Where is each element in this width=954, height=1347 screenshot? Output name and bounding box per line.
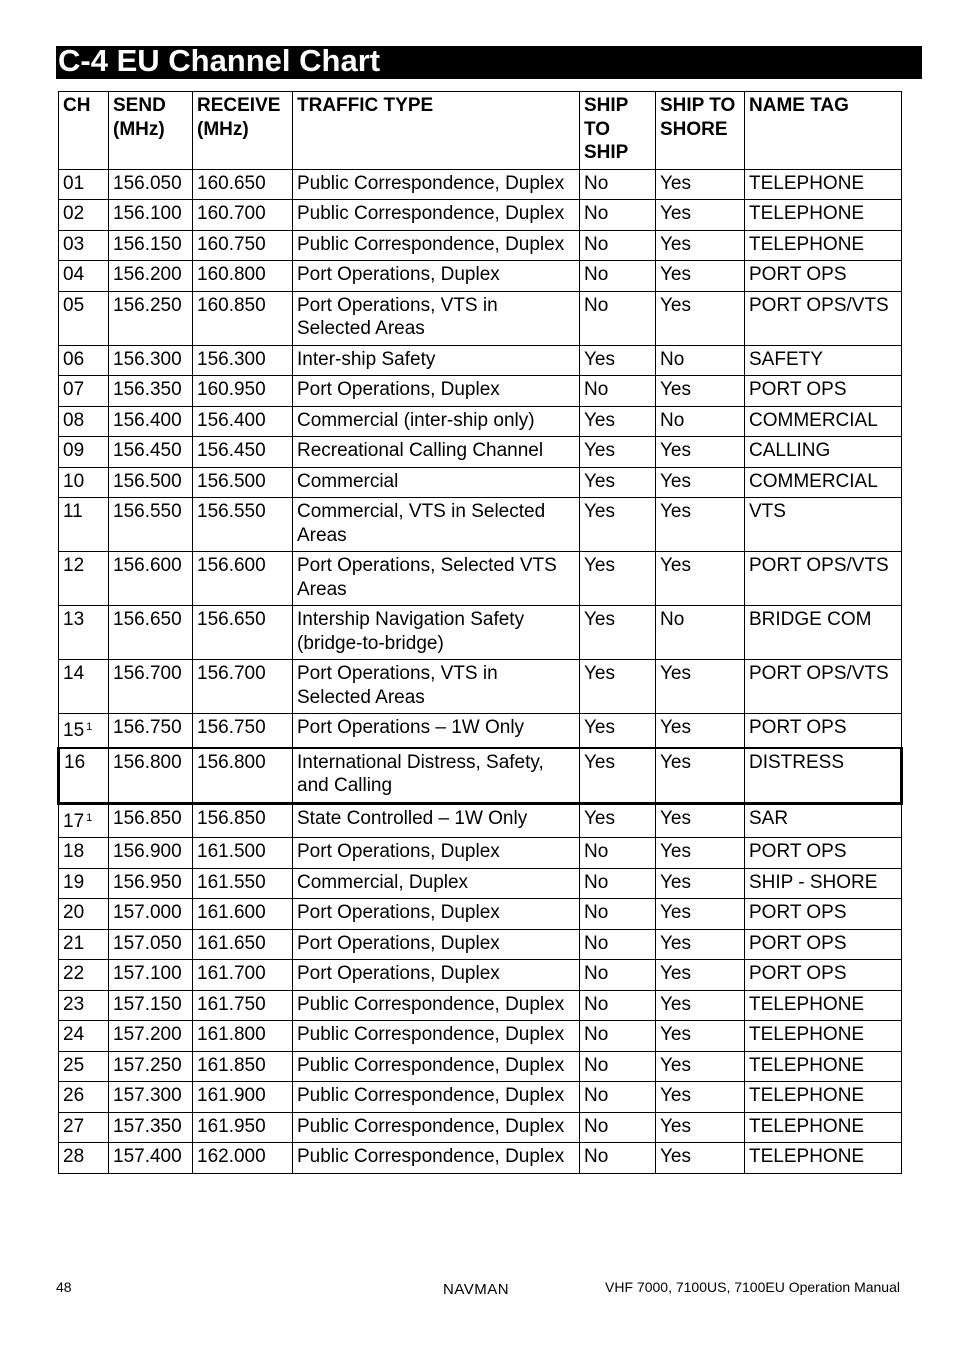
- table-row: [59, 406, 902, 437]
- cell-ship-to-ship: Yes: [580, 467, 656, 498]
- table-row: [59, 552, 902, 606]
- cell-receive: 156.750: [193, 714, 293, 748]
- channel-number: 11: [63, 501, 83, 522]
- cell-ship-to-ship: No: [580, 1051, 656, 1082]
- cell-name-tag: PORT OPS: [745, 929, 902, 960]
- cell-ship-to-shore: No: [656, 606, 745, 660]
- cell-ship-to-ship: No: [580, 1082, 656, 1113]
- table-row: [59, 960, 902, 991]
- cell-name-tag: TELEPHONE: [745, 200, 902, 231]
- table-row: [59, 929, 902, 960]
- table-row: [59, 714, 902, 748]
- cell-name-tag: TELEPHONE: [745, 169, 902, 200]
- footnote-marker: 1: [86, 721, 93, 733]
- cell-ship-to-ship: No: [580, 899, 656, 930]
- cell-ship-to-ship: Yes: [580, 660, 656, 714]
- cell-channel: [59, 376, 109, 407]
- channel-number: 19: [63, 871, 85, 893]
- cell-channel: [59, 1082, 109, 1113]
- cell-receive: 160.750: [193, 230, 293, 261]
- cell-send: 156.350: [109, 376, 193, 407]
- cell-ship-to-shore: Yes: [656, 748, 745, 804]
- table-row: [59, 169, 902, 200]
- cell-receive: 156.450: [193, 437, 293, 468]
- cell-traffic-type: Port Operations, VTS in Selected Areas: [293, 291, 580, 345]
- cell-ship-to-ship: Yes: [580, 803, 656, 838]
- cell-ship-to-ship: No: [580, 230, 656, 261]
- cell-send: 156.050: [109, 169, 193, 200]
- cell-send: 156.650: [109, 606, 193, 660]
- table-row: [59, 261, 902, 292]
- cell-ship-to-shore: Yes: [656, 1112, 745, 1143]
- cell-channel: [59, 261, 109, 292]
- cell-traffic-type: Public Correspondence, Duplex: [293, 230, 580, 261]
- cell-channel: [59, 437, 109, 468]
- cell-ship-to-shore: Yes: [656, 1051, 745, 1082]
- table-header-row: [59, 92, 902, 170]
- cell-ship-to-ship: No: [580, 929, 656, 960]
- footnote-marker: 1: [86, 811, 93, 824]
- table-row: [59, 1112, 902, 1143]
- cell-channel: [59, 1143, 109, 1174]
- cell-ship-to-ship: Yes: [580, 714, 656, 748]
- cell-channel: [59, 467, 109, 498]
- cell-ship-to-ship: Yes: [580, 437, 656, 468]
- cell-ship-to-ship: No: [580, 1021, 656, 1052]
- manual-title: VHF 7000, 7100US, 7100EU Operation Manual: [605, 1279, 900, 1295]
- cell-ship-to-ship: No: [580, 868, 656, 899]
- cell-receive: 156.300: [193, 345, 293, 376]
- cell-channel: [59, 838, 109, 869]
- cell-ship-to-ship: No: [580, 200, 656, 231]
- cell-ship-to-shore: Yes: [656, 552, 745, 606]
- table-row: [59, 1051, 902, 1082]
- cell-traffic-type: Commercial, VTS in Selected Areas: [293, 498, 580, 552]
- cell-channel: [59, 929, 109, 960]
- cell-ship-to-ship: No: [580, 1112, 656, 1143]
- cell-channel: [59, 606, 109, 660]
- table-body: [59, 169, 902, 1173]
- header-send: SEND (MHz): [109, 92, 193, 170]
- table-row: [59, 606, 902, 660]
- cell-ship-to-shore: Yes: [656, 200, 745, 231]
- cell-traffic-type: Port Operations, Duplex: [293, 899, 580, 930]
- cell-ship-to-shore: Yes: [656, 261, 745, 292]
- cell-ship-to-shore: Yes: [656, 230, 745, 261]
- cell-name-tag: PORT OPS: [745, 376, 902, 407]
- cell-traffic-type: Port Operations, Duplex: [293, 960, 580, 991]
- table-row: [59, 291, 902, 345]
- table-row: [59, 230, 902, 261]
- cell-channel: [59, 960, 109, 991]
- cell-ship-to-ship: No: [580, 169, 656, 200]
- cell-traffic-type: Port Operations, Duplex: [293, 838, 580, 869]
- cell-channel: [59, 899, 109, 930]
- cell-traffic-type: Public Correspondence, Duplex: [293, 990, 580, 1021]
- cell-name-tag: SHIP - SHORE: [745, 868, 902, 899]
- cell-send: 157.350: [109, 1112, 193, 1143]
- cell-traffic-type: Public Correspondence, Duplex: [293, 1051, 580, 1082]
- channel-number: 09: [63, 440, 85, 461]
- header-traffic-type: TRAFFIC TYPE: [293, 92, 580, 170]
- cell-send: 156.500: [109, 467, 193, 498]
- cell-ship-to-shore: Yes: [656, 169, 745, 200]
- channel-number: 21: [63, 932, 85, 954]
- channel-number: 16: [64, 751, 86, 773]
- cell-send: 157.000: [109, 899, 193, 930]
- cell-ship-to-shore: Yes: [656, 838, 745, 869]
- channel-number: 08: [63, 409, 85, 431]
- cell-name-tag: SAR: [745, 803, 902, 838]
- cell-name-tag: PORT OPS: [745, 899, 902, 930]
- cell-name-tag: PORT OPS: [745, 261, 902, 292]
- cell-send: 157.200: [109, 1021, 193, 1052]
- cell-name-tag: PORT OPS/VTS: [745, 291, 902, 345]
- table-row: [59, 838, 902, 869]
- cell-traffic-type: Inter-ship Safety: [293, 345, 580, 376]
- page-title-bar: [56, 43, 922, 79]
- cell-traffic-type: International Distress, Safety, and Calling: [293, 748, 580, 804]
- cell-traffic-type: Public Correspondence, Duplex: [293, 200, 580, 231]
- cell-ship-to-ship: No: [580, 960, 656, 991]
- cell-ship-to-shore: Yes: [656, 714, 745, 748]
- table-row: [59, 803, 902, 838]
- cell-traffic-type: Commercial: [293, 467, 580, 498]
- cell-receive: 161.600: [193, 899, 293, 930]
- cell-channel: [59, 406, 109, 437]
- cell-receive: 156.400: [193, 406, 293, 437]
- cell-send: 156.150: [109, 230, 193, 261]
- channel-number: 01: [63, 172, 85, 194]
- cell-channel: [59, 660, 109, 714]
- cell-ship-to-shore: Yes: [656, 376, 745, 407]
- channel-number: 06: [63, 348, 85, 370]
- cell-receive: 161.700: [193, 960, 293, 991]
- cell-send: 157.400: [109, 1143, 193, 1174]
- cell-name-tag: TELEPHONE: [745, 1021, 902, 1052]
- cell-send: 156.600: [109, 552, 193, 606]
- cell-send: 156.850: [109, 803, 193, 838]
- header-receive: RECEIVE (MHz): [193, 92, 293, 170]
- cell-name-tag: TELEPHONE: [745, 990, 902, 1021]
- cell-traffic-type: Public Correspondence, Duplex: [293, 169, 580, 200]
- cell-channel: [59, 291, 109, 345]
- cell-ship-to-ship: No: [580, 291, 656, 345]
- header-ch: CH: [59, 92, 109, 170]
- cell-ship-to-shore: Yes: [656, 899, 745, 930]
- cell-send: 157.050: [109, 929, 193, 960]
- cell-channel: [59, 1021, 109, 1052]
- cell-receive: 161.900: [193, 1082, 293, 1113]
- channel-number: 27: [63, 1115, 85, 1137]
- cell-ship-to-shore: Yes: [656, 929, 745, 960]
- cell-receive: 156.650: [193, 606, 293, 660]
- cell-send: 157.100: [109, 960, 193, 991]
- cell-name-tag: PORT OPS/VTS: [745, 660, 902, 714]
- cell-ship-to-ship: Yes: [580, 345, 656, 376]
- cell-receive: 161.750: [193, 990, 293, 1021]
- cell-channel: [59, 748, 109, 804]
- cell-traffic-type: Port Operations, Duplex: [293, 376, 580, 407]
- cell-traffic-type: Port Operations, Duplex: [293, 929, 580, 960]
- cell-receive: 161.950: [193, 1112, 293, 1143]
- cell-receive: 156.800: [193, 748, 293, 804]
- cell-name-tag: PORT OPS: [745, 960, 902, 991]
- cell-ship-to-shore: No: [656, 406, 745, 437]
- cell-send: 156.200: [109, 261, 193, 292]
- cell-receive: 161.800: [193, 1021, 293, 1052]
- table-row: [59, 437, 902, 468]
- cell-traffic-type: Port Operations – 1W Only: [293, 714, 580, 748]
- cell-ship-to-shore: Yes: [656, 803, 745, 838]
- cell-name-tag: TELEPHONE: [745, 1143, 902, 1174]
- brand-logo: NAVMAN: [443, 1281, 510, 1298]
- cell-ship-to-shore: Yes: [656, 868, 745, 899]
- cell-ship-to-shore: No: [656, 345, 745, 376]
- cell-receive: 160.850: [193, 291, 293, 345]
- cell-name-tag: CALLING: [745, 437, 902, 468]
- cell-ship-to-shore: Yes: [656, 467, 745, 498]
- cell-receive: 160.650: [193, 169, 293, 200]
- channel-number: 10: [63, 470, 85, 492]
- cell-name-tag: TELEPHONE: [745, 1082, 902, 1113]
- cell-traffic-type: Recreational Calling Channel: [293, 437, 580, 468]
- table-row: [59, 1082, 902, 1113]
- cell-receive: 156.850: [193, 803, 293, 838]
- cell-traffic-type: Port Operations, Duplex: [293, 261, 580, 292]
- cell-send: 156.900: [109, 838, 193, 869]
- cell-ship-to-ship: Yes: [580, 406, 656, 437]
- cell-send: 157.300: [109, 1082, 193, 1113]
- cell-receive: 160.700: [193, 200, 293, 231]
- cell-receive: 160.800: [193, 261, 293, 292]
- cell-receive: 156.600: [193, 552, 293, 606]
- cell-ship-to-shore: Yes: [656, 1143, 745, 1174]
- cell-receive: 160.950: [193, 376, 293, 407]
- cell-channel: [59, 868, 109, 899]
- cell-channel: [59, 990, 109, 1021]
- cell-send: 156.100: [109, 200, 193, 231]
- channel-number: 15: [63, 720, 85, 741]
- channel-number: 23: [63, 993, 85, 1015]
- cell-ship-to-ship: No: [580, 1143, 656, 1174]
- cell-send: 156.700: [109, 660, 193, 714]
- channel-number: 28: [63, 1146, 85, 1167]
- table-row: [59, 748, 902, 804]
- table-row: [59, 1021, 902, 1052]
- cell-ship-to-ship: Yes: [580, 606, 656, 660]
- table-row: [59, 990, 902, 1021]
- cell-receive: 161.650: [193, 929, 293, 960]
- cell-send: 156.550: [109, 498, 193, 552]
- cell-receive: 156.550: [193, 498, 293, 552]
- table-row: [59, 899, 902, 930]
- cell-ship-to-ship: Yes: [580, 552, 656, 606]
- channel-number: 25: [63, 1054, 85, 1076]
- table-row: [59, 660, 902, 714]
- channel-number: 13: [63, 609, 85, 630]
- cell-name-tag: TELEPHONE: [745, 1112, 902, 1143]
- cell-ship-to-shore: Yes: [656, 660, 745, 714]
- cell-ship-to-shore: Yes: [656, 437, 745, 468]
- cell-channel: [59, 1051, 109, 1082]
- cell-channel: [59, 200, 109, 231]
- table-row: [59, 1143, 902, 1174]
- cell-channel: [59, 1112, 109, 1143]
- header-name-tag: NAME TAG: [745, 92, 902, 170]
- channel-number: 17: [63, 810, 85, 832]
- cell-ship-to-ship: No: [580, 261, 656, 292]
- cell-ship-to-ship: No: [580, 838, 656, 869]
- cell-name-tag: COMMERCIAL: [745, 406, 902, 437]
- cell-traffic-type: Public Correspondence, Duplex: [293, 1021, 580, 1052]
- header-ship-to-shore: SHIP TO SHORE: [656, 92, 745, 170]
- cell-send: 156.300: [109, 345, 193, 376]
- table-row: [59, 868, 902, 899]
- cell-ship-to-shore: Yes: [656, 1021, 745, 1052]
- cell-ship-to-ship: No: [580, 990, 656, 1021]
- cell-receive: 156.500: [193, 467, 293, 498]
- cell-send: 157.150: [109, 990, 193, 1021]
- cell-ship-to-shore: Yes: [656, 291, 745, 345]
- cell-receive: 156.700: [193, 660, 293, 714]
- cell-name-tag: VTS: [745, 498, 902, 552]
- cell-name-tag: PORT OPS/VTS: [745, 552, 902, 606]
- cell-receive: 161.500: [193, 838, 293, 869]
- cell-send: 156.800: [109, 748, 193, 804]
- cell-ship-to-shore: Yes: [656, 1082, 745, 1113]
- cell-traffic-type: State Controlled – 1W Only: [293, 803, 580, 838]
- channel-number: 02: [63, 203, 85, 224]
- cell-channel: [59, 552, 109, 606]
- cell-ship-to-ship: Yes: [580, 748, 656, 804]
- cell-send: 157.250: [109, 1051, 193, 1082]
- cell-ship-to-ship: Yes: [580, 498, 656, 552]
- table-row: [59, 376, 902, 407]
- cell-ship-to-ship: No: [580, 376, 656, 407]
- cell-channel: [59, 169, 109, 200]
- channel-number: 03: [63, 233, 85, 255]
- channel-chart-table: [57, 91, 903, 1174]
- cell-traffic-type: Public Correspondence, Duplex: [293, 1143, 580, 1174]
- cell-name-tag: PORT OPS: [745, 838, 902, 869]
- cell-name-tag: BRIDGE COM: [745, 606, 902, 660]
- cell-name-tag: TELEPHONE: [745, 1051, 902, 1082]
- channel-number: 14: [63, 663, 85, 684]
- channel-number: 12: [63, 555, 85, 576]
- cell-receive: 161.550: [193, 868, 293, 899]
- cell-traffic-type: Public Correspondence, Duplex: [293, 1112, 580, 1143]
- cell-name-tag: COMMERCIAL: [745, 467, 902, 498]
- table-row: [59, 345, 902, 376]
- cell-ship-to-shore: Yes: [656, 990, 745, 1021]
- cell-traffic-type: Port Operations, VTS in Selected Areas: [293, 660, 580, 714]
- cell-ship-to-shore: Yes: [656, 498, 745, 552]
- cell-traffic-type: Commercial (inter-ship only): [293, 406, 580, 437]
- table-row: [59, 200, 902, 231]
- channel-number: 22: [63, 963, 85, 984]
- channel-number: 07: [63, 379, 85, 400]
- cell-receive: 161.850: [193, 1051, 293, 1082]
- cell-name-tag: TELEPHONE: [745, 230, 902, 261]
- cell-send: 156.400: [109, 406, 193, 437]
- cell-send: 156.950: [109, 868, 193, 899]
- table-row: [59, 498, 902, 552]
- channel-number: 20: [63, 902, 85, 923]
- channel-number: 05: [63, 294, 85, 316]
- page-number: 48: [56, 1279, 72, 1295]
- cell-name-tag: DISTRESS: [745, 748, 902, 804]
- cell-ship-to-shore: Yes: [656, 960, 745, 991]
- cell-receive: 162.000: [193, 1143, 293, 1174]
- cell-send: 156.450: [109, 437, 193, 468]
- channel-number: 18: [63, 841, 85, 862]
- cell-traffic-type: Port Operations, Selected VTS Areas: [293, 552, 580, 606]
- cell-channel: [59, 345, 109, 376]
- cell-channel: [59, 803, 109, 838]
- table-row: [59, 467, 902, 498]
- header-ship-to-ship: SHIP TO SHIP: [580, 92, 656, 170]
- cell-name-tag: PORT OPS: [745, 714, 902, 748]
- channel-number: 04: [63, 264, 85, 285]
- cell-channel: [59, 498, 109, 552]
- channel-number: 26: [63, 1085, 85, 1106]
- channel-number: 24: [63, 1024, 85, 1045]
- cell-send: 156.750: [109, 714, 193, 748]
- cell-channel: [59, 714, 109, 748]
- page-title: C-4 EU Channel Chart: [58, 43, 381, 78]
- cell-traffic-type: Commercial, Duplex: [293, 868, 580, 899]
- cell-traffic-type: Intership Navigation Safety (bridge-to-bridge): [293, 606, 580, 660]
- cell-name-tag: SAFETY: [745, 345, 902, 376]
- cell-channel: [59, 230, 109, 261]
- cell-traffic-type: Public Correspondence, Duplex: [293, 1082, 580, 1113]
- cell-send: 156.250: [109, 291, 193, 345]
